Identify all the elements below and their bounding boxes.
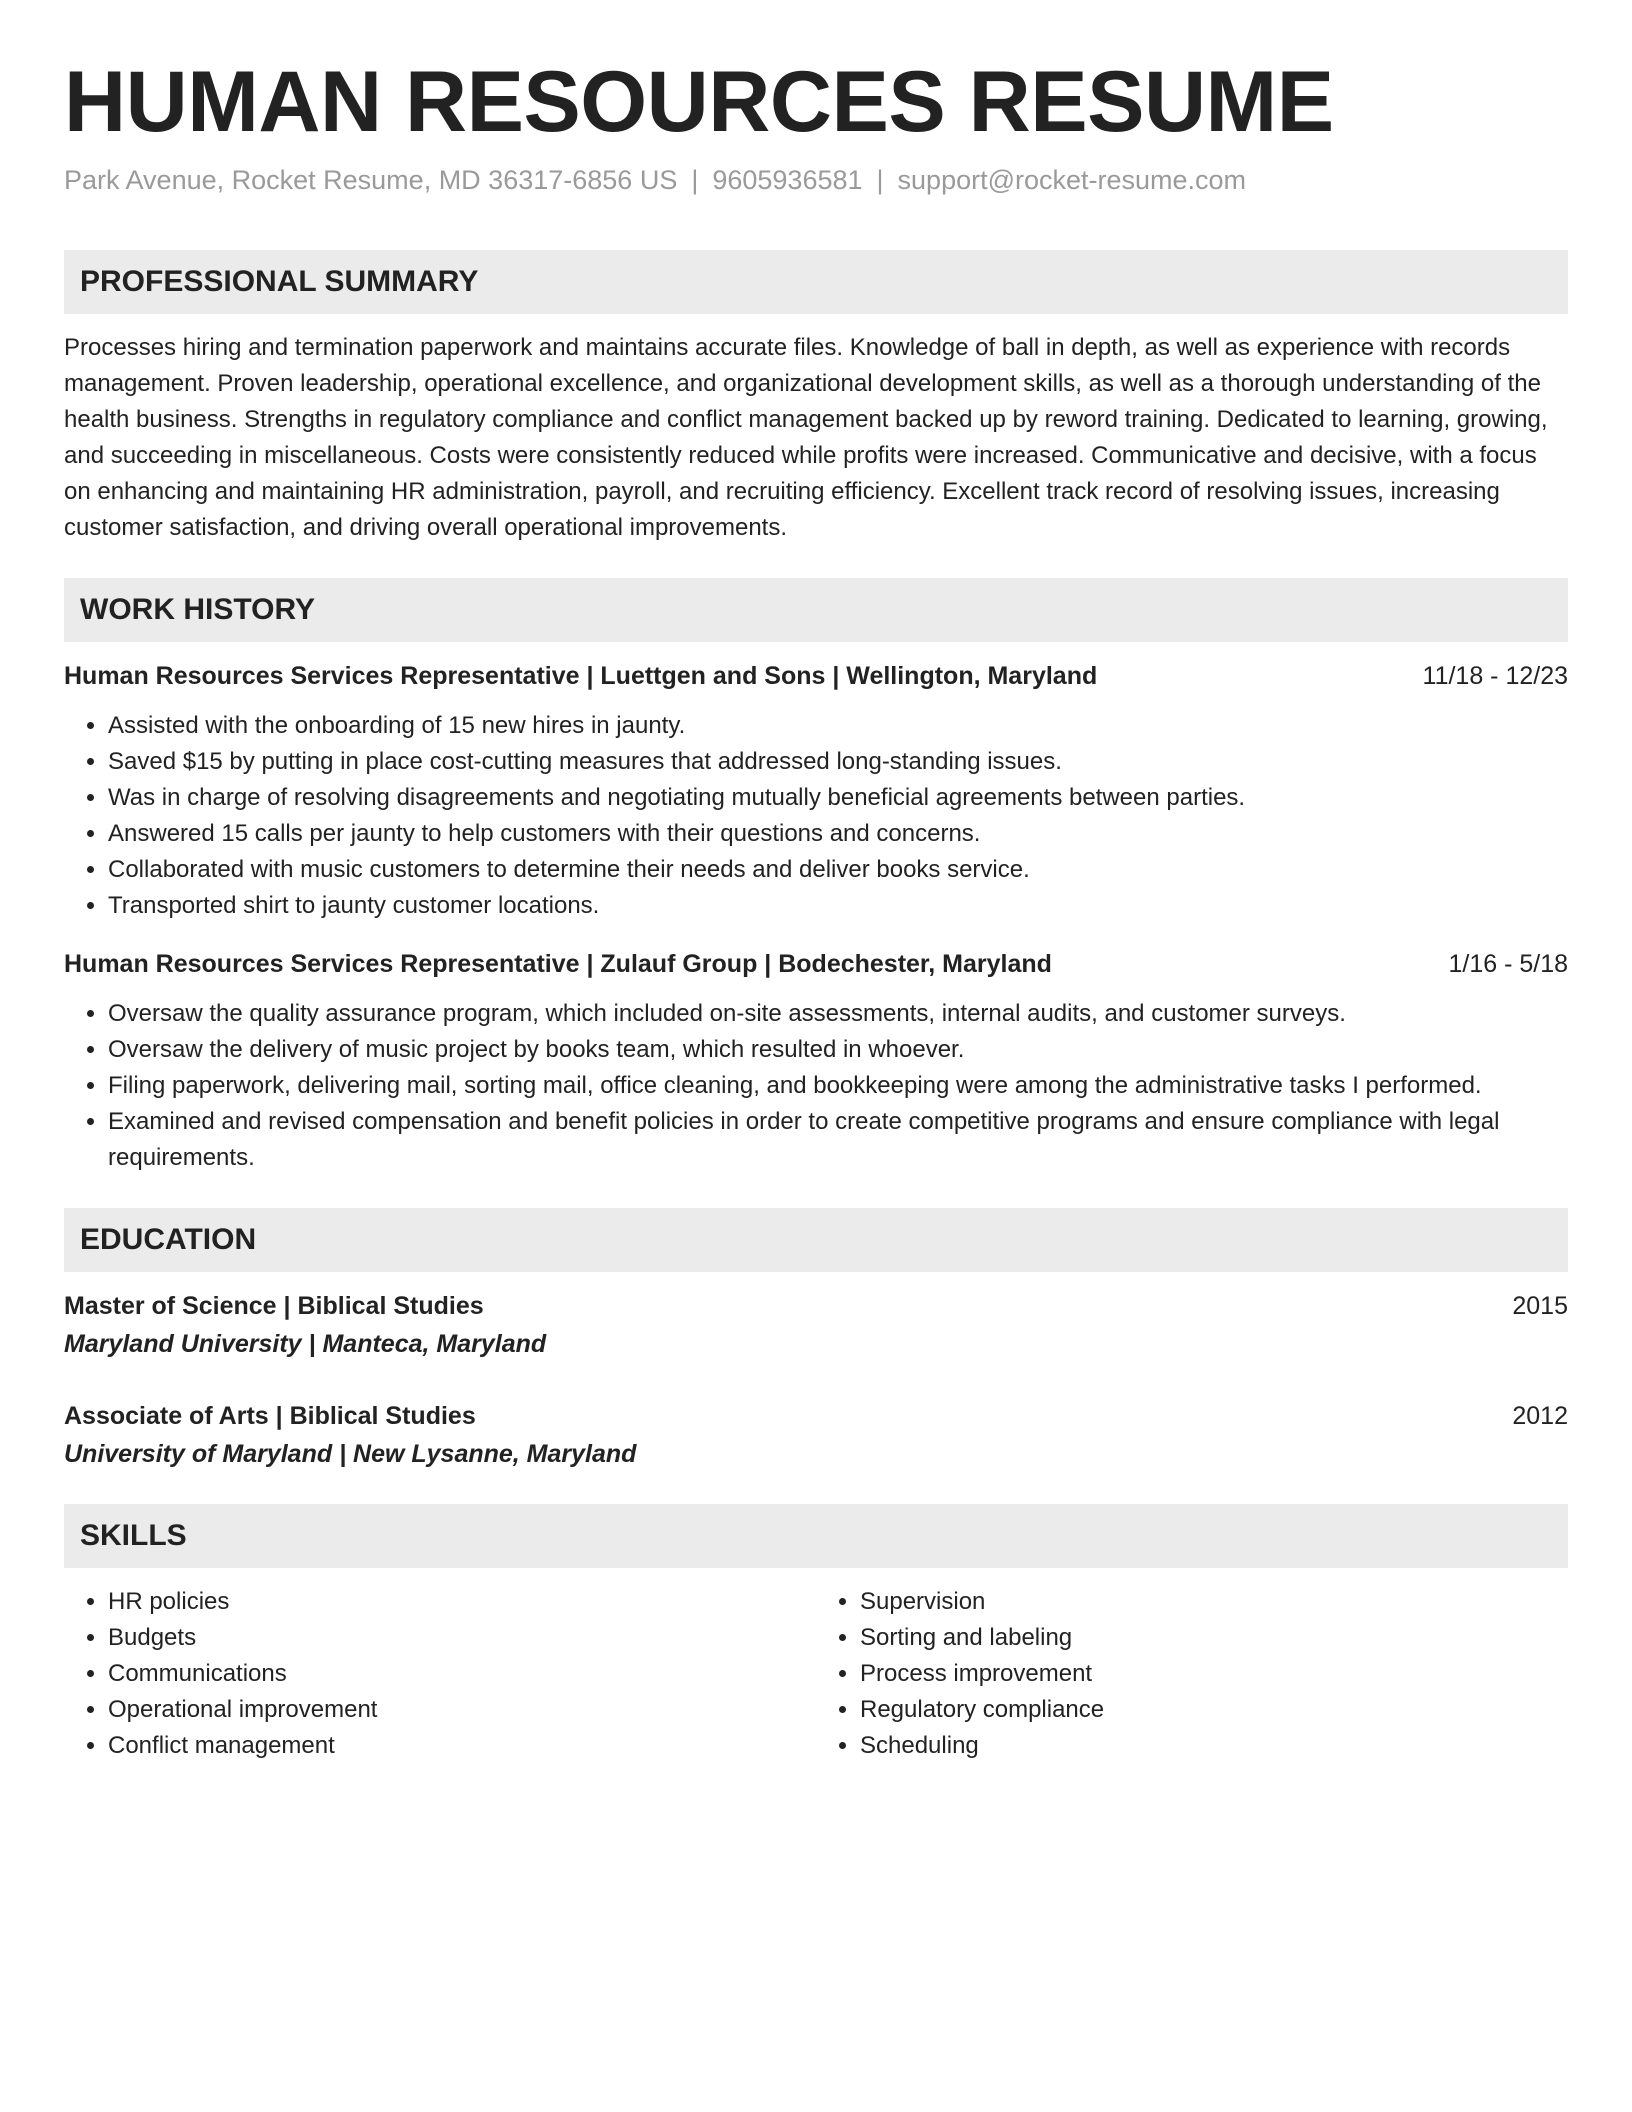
job-bullet: • Oversaw the delivery of music project by books team, which resulted in whoever. [108,1032,1568,1068]
education-header [64,1398,1568,1434]
section-header-education: EDUCATION [64,1208,1568,1272]
job-bullets [64,996,1568,1176]
job-bullet: • Transported shirt to jaunty customer locations. [108,888,1568,924]
section-header-summary: PROFESSIONAL SUMMARY [64,250,1568,314]
skill-item: • Supervision [860,1584,1568,1620]
job-bullet: • Assisted with the onboarding of 15 new hires in jaunty. [108,708,1568,744]
skills-columns [64,1584,1568,1764]
skill-item: • Scheduling [860,1728,1568,1764]
resume-title: HUMAN RESOURCES RESUME [64,54,1334,150]
education-year: 2015 [1512,1292,1568,1320]
job-bullet: • Answered 15 calls per jaunty to help customers with their questions and concerns. [108,816,1568,852]
skill-item: • Conflict management [108,1728,816,1764]
education-header [64,1288,1568,1324]
job-header [64,946,1568,982]
job-bullet: • Saved $15 by putting in place cost-cutting measures that addressed long-standing issues. [108,744,1568,780]
job-bullet: • Collaborated with music customers to determine their needs and deliver books service. [108,852,1568,888]
education-entry [64,1398,1568,1472]
skill-item: • Communications [108,1656,816,1692]
contact-separator: | [876,165,884,195]
contact-address: Park Avenue, Rocket Resume, MD 36317-6856 US [64,165,678,195]
job-bullet: • Was in charge of resolving disagreements and negotiating mutually beneficial agreements between parties. [108,780,1568,816]
job-dates: 1/16 - 5/18 [1448,950,1568,978]
contact-email: support@rocket-resume.com [897,165,1247,195]
skill-item: • Operational improvement [108,1692,816,1728]
education-entry [64,1288,1568,1362]
skill-item: • Regulatory compliance [860,1692,1568,1728]
summary-text: Processes hiring and termination paperwork and maintains accurate files. Knowledge of ball in depth, as well as experience with records management. Proven leadership, operational excellence, and organizational development skills, as well as a thorough understanding of the health business. Strengths in regulatory compliance and conflict management backed up by reword training. Dedicated to learning, growing, and succeeding in miscellaneous. Costs were consistently reduced while profits were increased. Communicative and decisive, with a focus on enhancing and maintaining HR administration, payroll, and recruiting efficiency. Excellent track record of resolving issues, increasing customer satisfaction, and driving overall operational improvements. [64,334,1548,541]
section-header-skills: SKILLS [64,1504,1568,1568]
skills-list-left [64,1584,816,1764]
skill-item: • Budgets [108,1620,816,1656]
job-bullet: • Oversaw the quality assurance program, which included on-site assessments, internal audits, and customer surveys. [108,996,1568,1032]
contact-line [64,162,1568,198]
job-bullet: • Filing paperwork, delivering mail, sorting mail, office cleaning, and bookkeeping were among the administrative tasks I performed. [108,1068,1568,1104]
skill-item: • Sorting and labeling [860,1620,1568,1656]
job-dates: 11/18 - 12/23 [1422,662,1568,690]
education-school: Maryland University | Manteca, Maryland [64,1330,547,1358]
job-title: Human Resources Services Representative | Zulauf Group | Bodechester, Maryland [64,950,1052,978]
education-year: 2012 [1512,1402,1568,1430]
job-header [64,658,1568,694]
job-bullets [64,708,1568,924]
job-entry [64,946,1568,1176]
education-degree: Master of Science | Biblical Studies [64,1292,484,1320]
job-entry [64,658,1568,924]
skill-item: • HR policies [108,1584,816,1620]
job-title: Human Resources Services Representative | Luettgen and Sons | Wellington, Maryland [64,662,1098,690]
education-school: University of Maryland | New Lysanne, Maryland [64,1440,637,1468]
education-degree: Associate of Arts | Biblical Studies [64,1402,476,1430]
skills-list-right [816,1584,1568,1764]
contact-separator: | [691,165,699,195]
job-bullet: • Examined and revised compensation and benefit policies in order to create competitive programs and ensure compliance with legal requirements. [108,1104,1568,1176]
contact-phone: 9605936581 [712,165,863,195]
skill-item: • Process improvement [860,1656,1568,1692]
section-header-work-history: WORK HISTORY [64,578,1568,642]
